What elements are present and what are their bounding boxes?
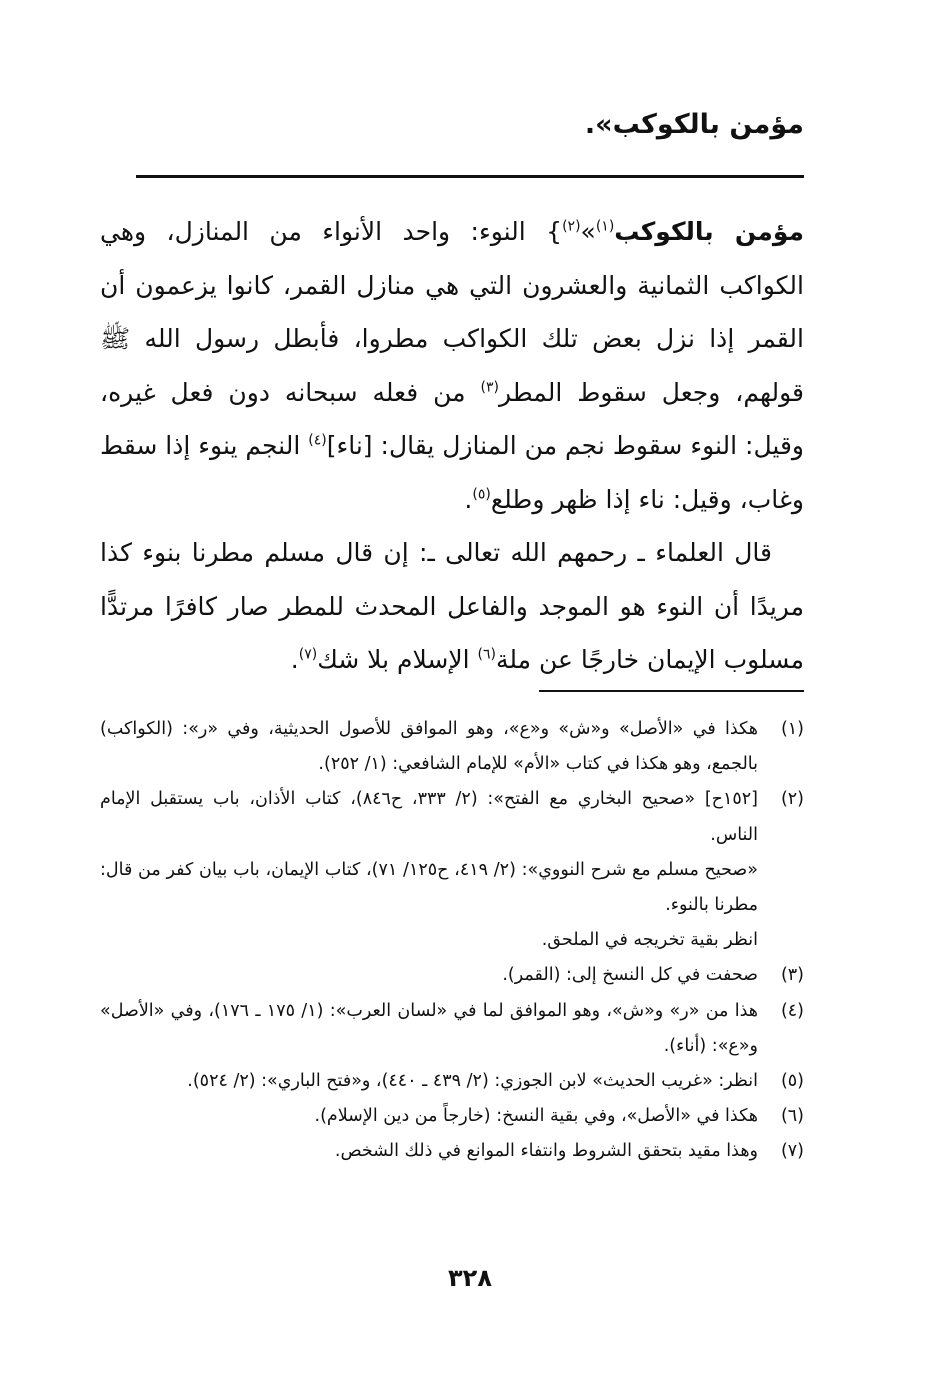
paragraph (100, 205, 804, 526)
footnote (100, 1134, 804, 1169)
footnote-line: انظر: «غريب الحديث» لابن الجوزي: (٢/ ٤٣٩ ـ ٤٤٠)، و«فتح الباري»: (٢/ ٥٢٤). (187, 1071, 758, 1092)
footnote-text (100, 1099, 758, 1134)
text-run: » (580, 217, 596, 246)
footnote (100, 782, 804, 958)
keyword: مؤمن بالكوكب (614, 217, 804, 246)
footnote-number: (٤) (780, 1000, 804, 1021)
footnote-number: (١) (780, 719, 804, 739)
footnotes (100, 712, 804, 1170)
footnote-text (100, 1064, 758, 1099)
footnote-number: (٣) (780, 965, 804, 986)
text-run: قال العلماء ـ رحمهم الله تعالى ـ: إن قال مسلم مطرنا بنوء كذا مريدًا أن النوء هو الموجد والفاعل المحدث للمطر صار كافرًا مرتدًّا مسلوب الإيمان خارجًا عن ملة (100, 538, 804, 674)
footnote-ref[interactable]: (٧) (298, 646, 318, 663)
footnote-text (100, 712, 758, 782)
footnote-ref[interactable]: (٥) (472, 486, 491, 503)
footnote-text (100, 958, 758, 993)
footnote-line: «صحيح مسلم مع شرح النووي»: (٢/ ٤١٩، ح١٢٥/ ٧١)، كتاب الإيمان، باب بيان كفر من قال: مطرنا بالنوء. (100, 859, 758, 916)
footnote-text (100, 1134, 758, 1169)
text-run: . (464, 484, 473, 514)
footnote-line: صحفت في كل النسخ إلى: (القمر). (502, 965, 758, 986)
footnote (100, 1064, 804, 1099)
footnote-number: (٥) (780, 1071, 804, 1092)
text-run: من فعله سبحانه دون فعل غيره، وقيل: النوء سقوط نجم من المنازل يقال: [ناء] (100, 377, 804, 460)
footnote (100, 958, 804, 993)
footnote-text (100, 994, 758, 1064)
footnote-line: هكذا في «الأصل» و«ش» و«ع»، وهو الموافق للأصول الحديثية، وفي «ر»: (الكواكب) بالجمع، وهو هكذا في كتاب «الأم» للإمام الشافعي: (١/ ٢٥٢). (100, 719, 758, 775)
header-rule (136, 175, 804, 178)
footnote-number: (٦) (780, 1106, 804, 1127)
running-head: مؤمن بالكوكب». (584, 109, 804, 140)
footnote-ref[interactable]: (٣) (480, 379, 499, 396)
footnote-line: انظر بقية تخريجه في الملحق. (541, 930, 758, 951)
text-run: الإسلام بلا شك (317, 645, 478, 674)
footnote-number: (٢) (780, 789, 804, 810)
footnote-rule (539, 690, 804, 692)
footnote-line: وهذا مقيد بتحقق الشروط وانتفاء الموانع في ذلك الشخص. (334, 1141, 758, 1162)
footnote-line: [١٥٢ح] «صحيح البخاري مع الفتح»: (٢/ ٣٣٣، ح٨٤٦)، كتاب الأذان، باب يستقبل الإمام الناس. (100, 789, 758, 845)
text-run: النجم ينوء إذا سقط وغاب، وقيل: ناء إذا ظهر وطلع (100, 431, 804, 514)
footnote-ref[interactable]: (٤) (308, 432, 327, 449)
footnote-ref[interactable]: (٢) (562, 218, 581, 235)
footnote-text (100, 782, 758, 958)
footnote-number: (٧) (780, 1141, 804, 1162)
paragraph (100, 526, 804, 687)
footnote (100, 1099, 804, 1134)
footnote (100, 994, 804, 1064)
main-text (100, 205, 804, 687)
text-run: } النوء: واحد الأنواء من المنازل، وهي الكواكب الثمانية والعشرون التي هي منازل القمر، كانوا يزعمون أن القمر إذا نزل بعض تلك الكواكب مطروا، فأبطل رسول الله ﷺ قولهم، وجعل سقوط المطر (100, 217, 804, 407)
footnote-line: هذا من «ر» و«ش»، وهو الموافق لما في «لسان العرب»: (١/ ١٧٥ ـ ١٧٦)، وفي «الأصل» و«ع»: (أناء). (100, 1000, 758, 1056)
footnote-line: هكذا في «الأصل»، وفي بقية النسخ: (خارجاً من دين الإسلام). (314, 1106, 758, 1127)
footnote-ref[interactable]: (١) (595, 218, 615, 235)
page-number: ٣٢٨ (448, 1264, 492, 1292)
footnote (100, 712, 804, 782)
footnote-ref[interactable]: (٦) (477, 646, 496, 663)
text-run: . (290, 645, 299, 674)
